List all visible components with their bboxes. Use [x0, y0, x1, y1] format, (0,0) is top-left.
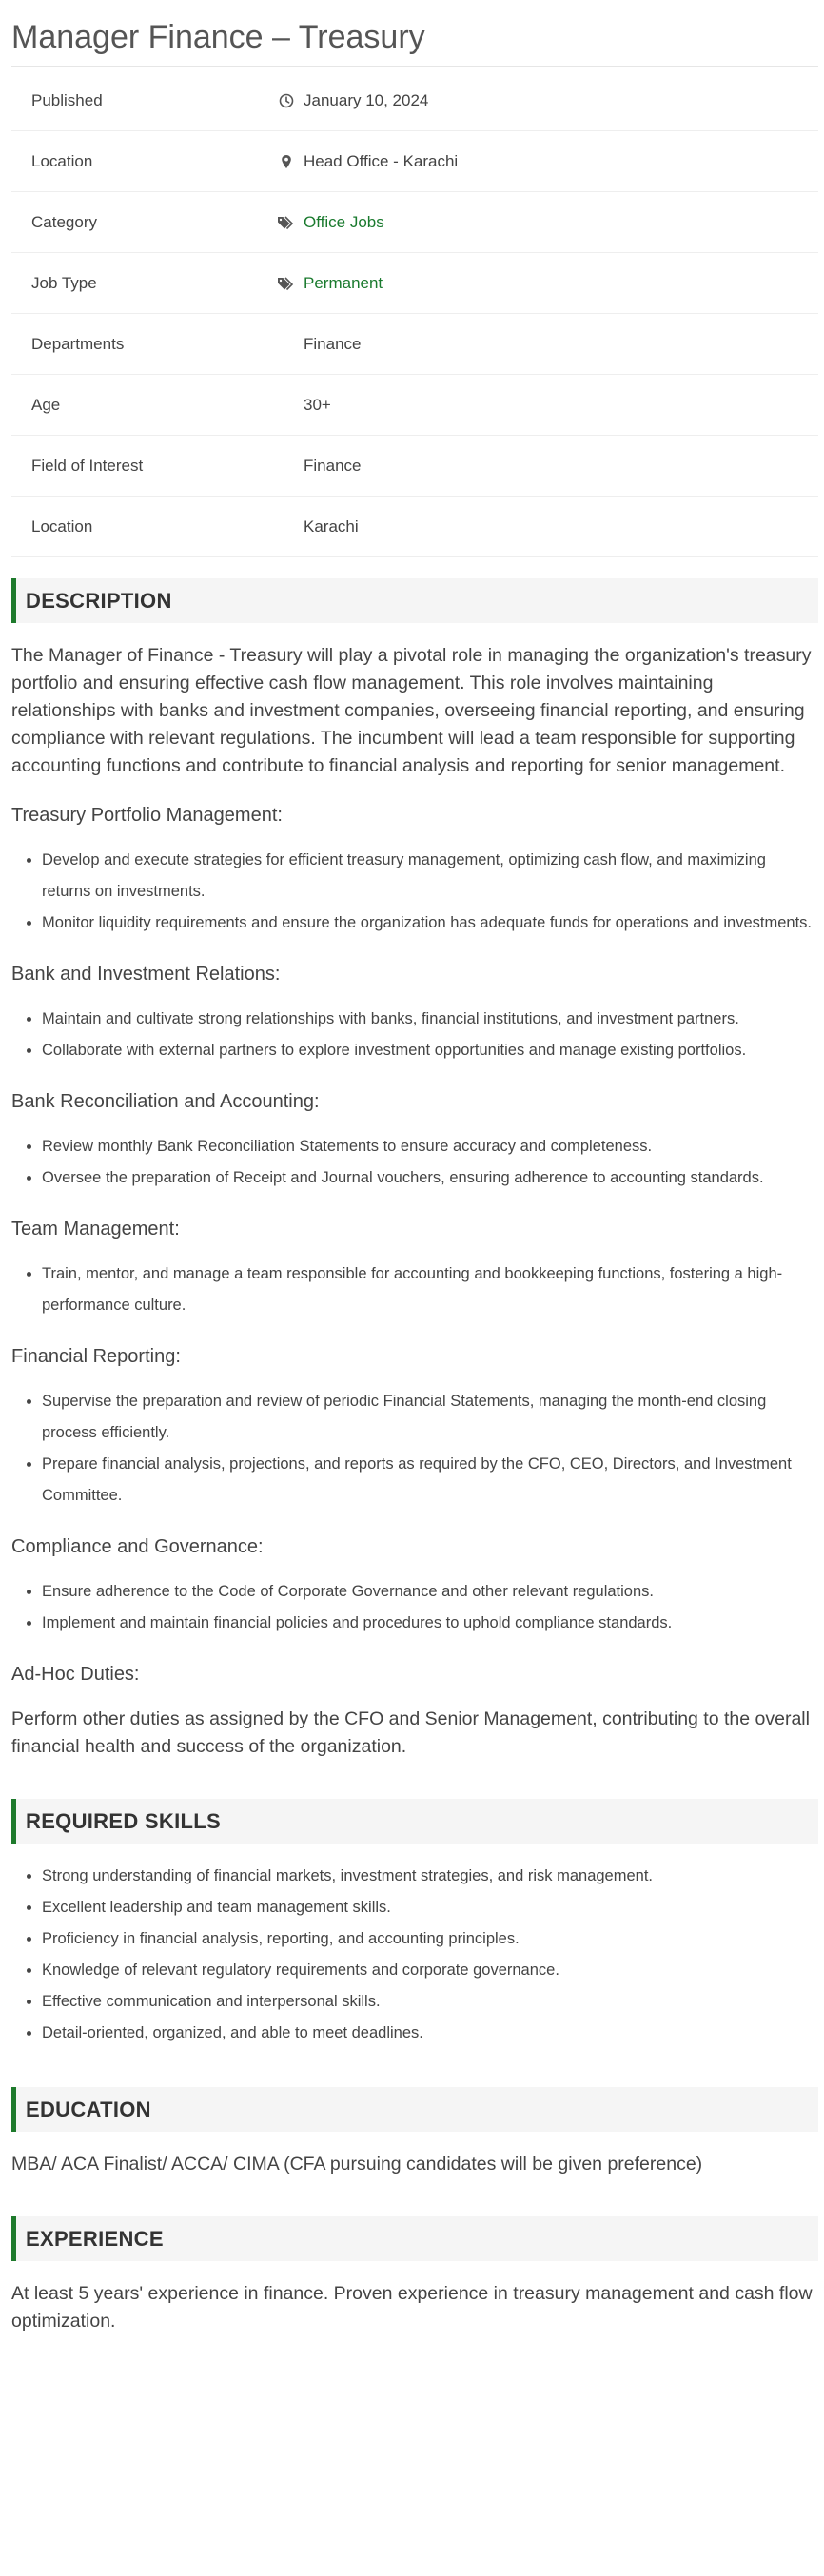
- education-heading: EDUCATION: [11, 2087, 818, 2132]
- meta-row-published: [11, 70, 818, 131]
- list-item: • Oversee the preparation of Receipt and Journal vouchers, ensuring adherence to accounting standards.: [42, 1162, 818, 1194]
- meta-value: Finance: [304, 334, 362, 353]
- meta-value: January 10, 2024: [304, 90, 429, 109]
- meta-label: Age: [31, 395, 61, 414]
- meta-row-location-city: [11, 497, 818, 557]
- meta-row-category: [11, 192, 818, 253]
- bullet-list: [11, 1004, 818, 1066]
- tags-icon: [269, 215, 304, 230]
- meta-value: 30+: [304, 395, 331, 414]
- section-title: Team Management:: [11, 1219, 180, 1239]
- meta-row-age: [11, 375, 818, 436]
- experience-heading: EXPERIENCE: [11, 2216, 818, 2261]
- map-pin-icon: [269, 154, 304, 169]
- list-item: • Maintain and cultivate strong relationships with banks, financial institutions, and investment partners.: [42, 1004, 818, 1035]
- tags-icon: [269, 276, 304, 291]
- meta-row-departments: [11, 314, 818, 375]
- meta-row-location: [11, 131, 818, 192]
- meta-label: Published: [31, 90, 103, 109]
- meta-label: Location: [31, 517, 93, 536]
- meta-label: Job Type: [31, 273, 97, 292]
- meta-value: Finance: [304, 456, 362, 475]
- education-text: MBA/ ACA Finalist/ ACCA/ CIMA (CFA pursuing candidates will be given preference): [11, 2154, 703, 2175]
- meta-label: Category: [31, 212, 97, 231]
- section-title: Financial Reporting:: [11, 1346, 181, 1367]
- meta-label: Departments: [31, 334, 125, 353]
- section-title: Bank Reconciliation and Accounting:: [11, 1091, 320, 1112]
- list-item: • Strong understanding of financial markets, investment strategies, and risk management.: [42, 1861, 818, 1892]
- job-type-link[interactable]: Permanent: [304, 273, 383, 292]
- section-title: Bank and Investment Relations:: [11, 964, 281, 985]
- meta-value: Karachi: [304, 517, 359, 536]
- section-title: Treasury Portfolio Management:: [11, 805, 283, 826]
- list-item: • Train, mentor, and manage a team responsible for accounting and bookkeeping functions, fostering a high-performance culture.: [42, 1259, 818, 1321]
- bullet-list: [11, 1259, 818, 1321]
- experience-text: At least 5 years' experience in finance. Proven experience in treasury management and cash flow optimization.: [11, 2283, 813, 2332]
- section-title: Ad-Hoc Duties:: [11, 1664, 140, 1685]
- meta-label: Field of Interest: [31, 456, 144, 475]
- bullet-list: [11, 1386, 818, 1512]
- list-item: • Implement and maintain financial policies and procedures to uphold compliance standards.: [42, 1608, 818, 1639]
- description-heading: DESCRIPTION: [11, 578, 818, 623]
- page-title: Manager Finance – Treasury: [11, 0, 818, 67]
- skills-heading: REQUIRED SKILLS: [11, 1799, 818, 1844]
- list-item: • Excellent leadership and team management skills.: [42, 1892, 818, 1923]
- meta-value: Head Office - Karachi: [304, 151, 459, 170]
- bullet-list: [11, 845, 818, 939]
- description-intro: The Manager of Finance - Treasury will play a pivotal role in managing the organization's treasury portfolio and ensuring effective cash flow management. This role involves maintaining relationships with banks and investment companies, overseeing financial reporting, and ensuring compliance with relevant regulations. The incumbent will lead a team responsible for supporting accounting functions and contribute to financial analysis and reporting for senior management.: [11, 645, 812, 776]
- list-item: • Prepare financial analysis, projections, and reports as required by the CFO, CEO, Directors, and Investment Committee.: [42, 1449, 818, 1512]
- list-item: • Ensure adherence to the Code of Corporate Governance and other relevant regulations.: [42, 1576, 818, 1608]
- list-item: • Knowledge of relevant regulatory requirements and corporate governance.: [42, 1955, 818, 1986]
- list-item: • Effective communication and interpersonal skills.: [42, 1986, 818, 2018]
- meta-row-field-of-interest: [11, 436, 818, 497]
- list-item: • Develop and execute strategies for efficient treasury management, optimizing cash flow, and maximizing returns on investments.: [42, 845, 818, 907]
- adhoc-text: Perform other duties as assigned by the CFO and Senior Management, contributing to the overall financial health and success of the organization.: [11, 1708, 810, 1757]
- section-title: Compliance and Governance:: [11, 1536, 264, 1557]
- skills-list: [11, 1861, 818, 2049]
- bullet-list: [11, 1131, 818, 1194]
- list-item: • Supervise the preparation and review of periodic Financial Statements, managing the month-end closing process efficiently.: [42, 1386, 818, 1449]
- list-item: • Proficiency in financial analysis, reporting, and accounting principles.: [42, 1923, 818, 1955]
- list-item: • Review monthly Bank Reconciliation Statements to ensure accuracy and completeness.: [42, 1131, 818, 1162]
- list-item: • Monitor liquidity requirements and ensure the organization has adequate funds for operations and investments.: [42, 907, 818, 939]
- list-item: • Collaborate with external partners to explore investment opportunities and manage existing portfolios.: [42, 1035, 818, 1066]
- meta-label: Location: [31, 151, 93, 170]
- meta-row-job-type: [11, 253, 818, 314]
- clock-icon: [269, 93, 304, 108]
- category-link[interactable]: Office Jobs: [304, 212, 384, 231]
- bullet-list: [11, 1576, 818, 1639]
- job-meta-table: [11, 70, 818, 557]
- list-item: • Detail-oriented, organized, and able to meet deadlines.: [42, 2018, 818, 2049]
